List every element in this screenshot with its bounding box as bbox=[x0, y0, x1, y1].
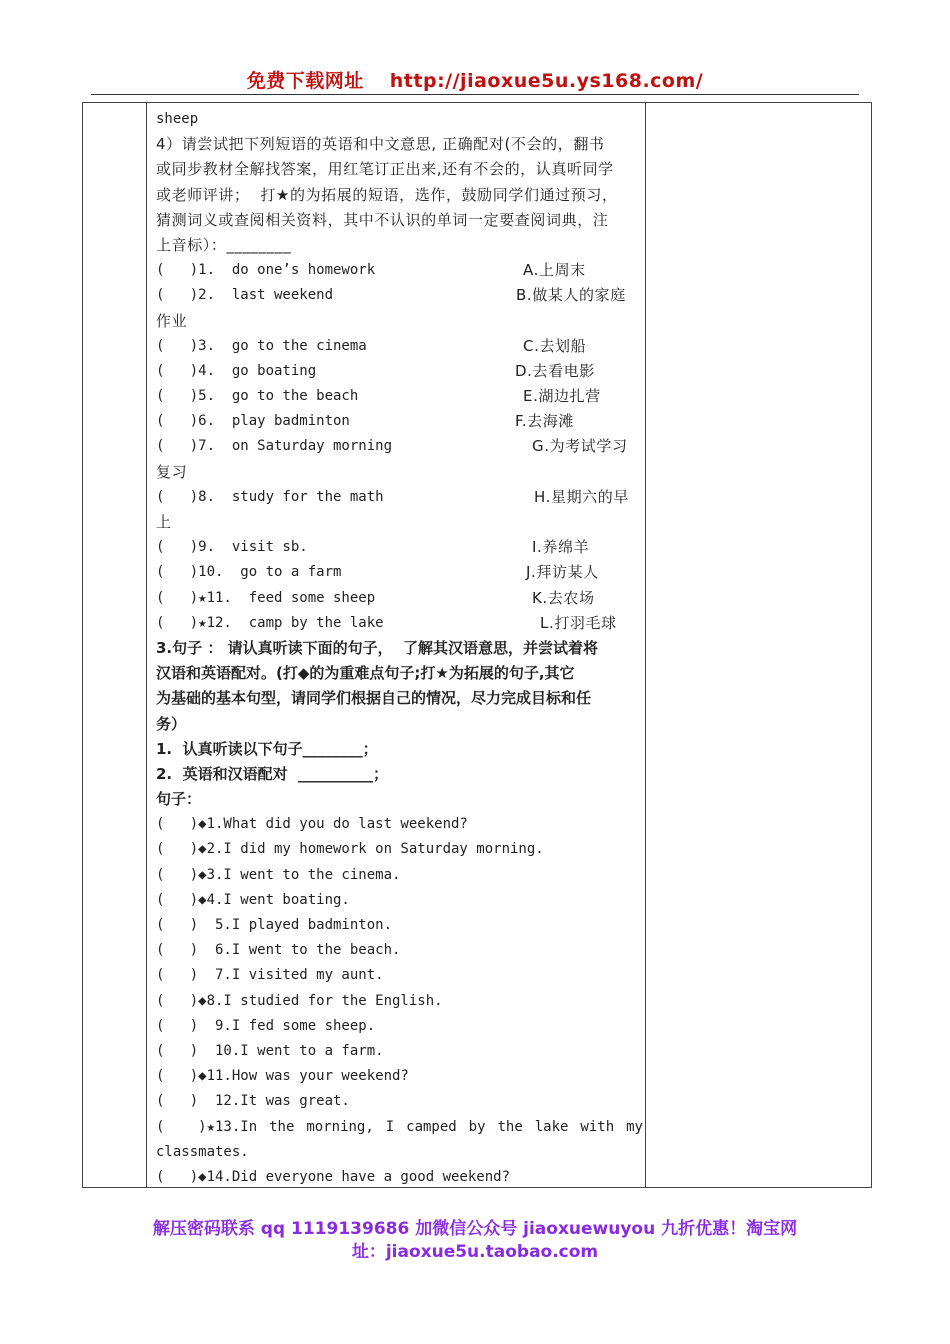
phrase-english: ( )★11. feed some sheep bbox=[156, 589, 376, 606]
sentence-row-justified bbox=[156, 1115, 643, 1140]
page-footer bbox=[0, 1218, 950, 1264]
word: the bbox=[497, 1118, 523, 1135]
phrase-row bbox=[156, 434, 643, 459]
phrase-english: ( )10. go to a farm bbox=[156, 564, 342, 581]
section3-line: 务） bbox=[156, 714, 187, 733]
phrase-chinese: I.养绵羊 bbox=[532, 538, 590, 557]
word: ( )★13.In bbox=[156, 1118, 258, 1135]
phrase-english: ( )1. do one’s homework bbox=[156, 262, 376, 279]
footer-link[interactable]: 址：jiaoxue5u.taobao.com bbox=[351, 1242, 599, 1262]
sentence-row: ( )◆8.I studied for the English. bbox=[156, 992, 443, 1009]
phrase-chinese: H.星期六的早 bbox=[534, 487, 629, 506]
phrase-row bbox=[156, 283, 643, 308]
phrase-chinese: L.打羽毛球 bbox=[540, 613, 617, 632]
intro-line: 或老师评讲； 打★的为拓展的短语，选作，鼓励同学们通过预习， bbox=[156, 185, 618, 204]
word: my bbox=[626, 1118, 643, 1135]
phrase-english: ( )6. play badminton bbox=[156, 413, 350, 430]
phrase-english: ( )4. go boating bbox=[156, 362, 317, 379]
task-item: 2. 英语和汉语配对 __________； bbox=[156, 764, 389, 783]
word: by bbox=[468, 1118, 486, 1135]
phrase-chinese: B.做某人的家庭 bbox=[516, 286, 626, 305]
phrase-continuation: 上 bbox=[156, 513, 172, 531]
phrase-chinese: C.去划船 bbox=[523, 336, 587, 355]
phrase-row bbox=[156, 535, 643, 560]
column-divider-left bbox=[146, 103, 147, 1187]
phrase-row bbox=[156, 409, 643, 434]
sentence-row: ( ) 9.I fed some sheep. bbox=[156, 1017, 376, 1034]
word: with bbox=[580, 1118, 615, 1135]
word: lake bbox=[534, 1118, 569, 1135]
phrase-chinese: A.上周末 bbox=[523, 261, 586, 280]
phrase-row bbox=[156, 485, 643, 510]
phrase-continuation: 复习 bbox=[156, 462, 188, 481]
phrase-chinese: J.拜访某人 bbox=[526, 563, 599, 582]
phrase-chinese: D.去看电影 bbox=[515, 361, 595, 380]
sentence-continuation: classmates. bbox=[156, 1143, 249, 1160]
word: camped bbox=[406, 1118, 457, 1135]
intro-line: 上音标）：________ bbox=[156, 235, 292, 254]
phrase-row bbox=[156, 586, 643, 611]
intro-line: 4）请尝试把下列短语的英语和中文意思, 正确配对(不会的，翻书 bbox=[156, 135, 605, 154]
phrase-chinese: E.湖边扎营 bbox=[523, 387, 601, 406]
section3-line: 为基础的基本句型，请同学们根据自己的情况，尽力完成目标和任 bbox=[156, 689, 592, 708]
column-divider-right bbox=[645, 103, 646, 1187]
worksheet-table bbox=[82, 102, 872, 1188]
phrase-english: ( )9. visit sb. bbox=[156, 539, 308, 556]
phrase-row bbox=[156, 560, 643, 585]
section3-heading: 3.句子 ： 请认真听读下面的句子， 了解其汉语意思，并尝试着将 bbox=[156, 638, 599, 657]
worksheet-content bbox=[156, 107, 643, 1190]
phrase-english: ( )8. study for the math bbox=[156, 488, 384, 505]
sentence-row: ( )◆3.I went to the cinema. bbox=[156, 866, 401, 883]
intro-line: 或同步教材全解找答案，用红笔订正出来,还有不会的，认真听同学 bbox=[156, 160, 614, 179]
sentences-label: 句子： bbox=[156, 790, 202, 809]
phrase-english: ( )7. on Saturday morning bbox=[156, 438, 393, 455]
phrase-english: ( )★12. camp by the lake bbox=[156, 614, 384, 631]
word: morning, bbox=[306, 1118, 374, 1135]
intro-line: 猜测词义或查阅相关资料，其中不认识的单词一定要查阅词典，注 bbox=[156, 210, 609, 229]
page-header bbox=[0, 66, 950, 93]
header-divider bbox=[91, 94, 859, 95]
phrase-row bbox=[156, 384, 643, 409]
phrase-english: ( )3. go to the cinema bbox=[156, 337, 367, 354]
phrase-chinese: F.去海滩 bbox=[515, 412, 574, 431]
word: I bbox=[385, 1118, 395, 1135]
sentence-row: ( ) 7.I visited my aunt. bbox=[156, 967, 384, 984]
sentence-row: ( )◆14.Did everyone have a good weekend? bbox=[156, 1168, 511, 1185]
intro-line: sheep bbox=[156, 111, 199, 127]
phrase-row bbox=[156, 258, 643, 283]
sentence-row: ( )◆11.How was your weekend? bbox=[156, 1068, 409, 1085]
footer-line: 解压密码联系 qq 1119139686 加微信公众号 jiaoxuewuyou 九折优惠！淘宝网 bbox=[152, 1219, 798, 1239]
header-url-link[interactable]: http://jiaoxue5u.ys168.com/ bbox=[389, 70, 704, 92]
sentence-row: ( )◆4.I went boating. bbox=[156, 891, 350, 908]
phrase-english: ( )5. go to the beach bbox=[156, 388, 359, 405]
header-title: 免费下载网址 bbox=[246, 70, 364, 92]
sentence-row: ( ) 12.It was great. bbox=[156, 1093, 350, 1110]
sentence-row: ( ) 6.I went to the beach. bbox=[156, 942, 401, 959]
sentence-row: ( )◆2.I did my homework on Saturday morning. bbox=[156, 841, 544, 858]
sentence-row: ( ) 5.I played badminton. bbox=[156, 917, 393, 933]
word: the bbox=[269, 1118, 295, 1135]
phrase-row bbox=[156, 611, 643, 636]
task-item: 1. 认真听读以下句子________； bbox=[156, 739, 378, 758]
phrase-chinese: G.为考试学习 bbox=[532, 437, 628, 456]
sentence-row: ( )◆1.What did you do last weekend? bbox=[156, 816, 468, 833]
phrase-chinese: K.去农场 bbox=[532, 588, 595, 607]
sentence-row: ( ) 10.I went to a farm. bbox=[156, 1042, 384, 1059]
section3-line: 汉语和英语配对。(打◆的为重难点句子;打★为拓展的句子,其它 bbox=[156, 664, 575, 683]
phrase-row bbox=[156, 334, 643, 359]
phrase-row bbox=[156, 359, 643, 384]
phrase-continuation: 作业 bbox=[156, 311, 188, 330]
phrase-english: ( )2. last weekend bbox=[156, 287, 334, 304]
